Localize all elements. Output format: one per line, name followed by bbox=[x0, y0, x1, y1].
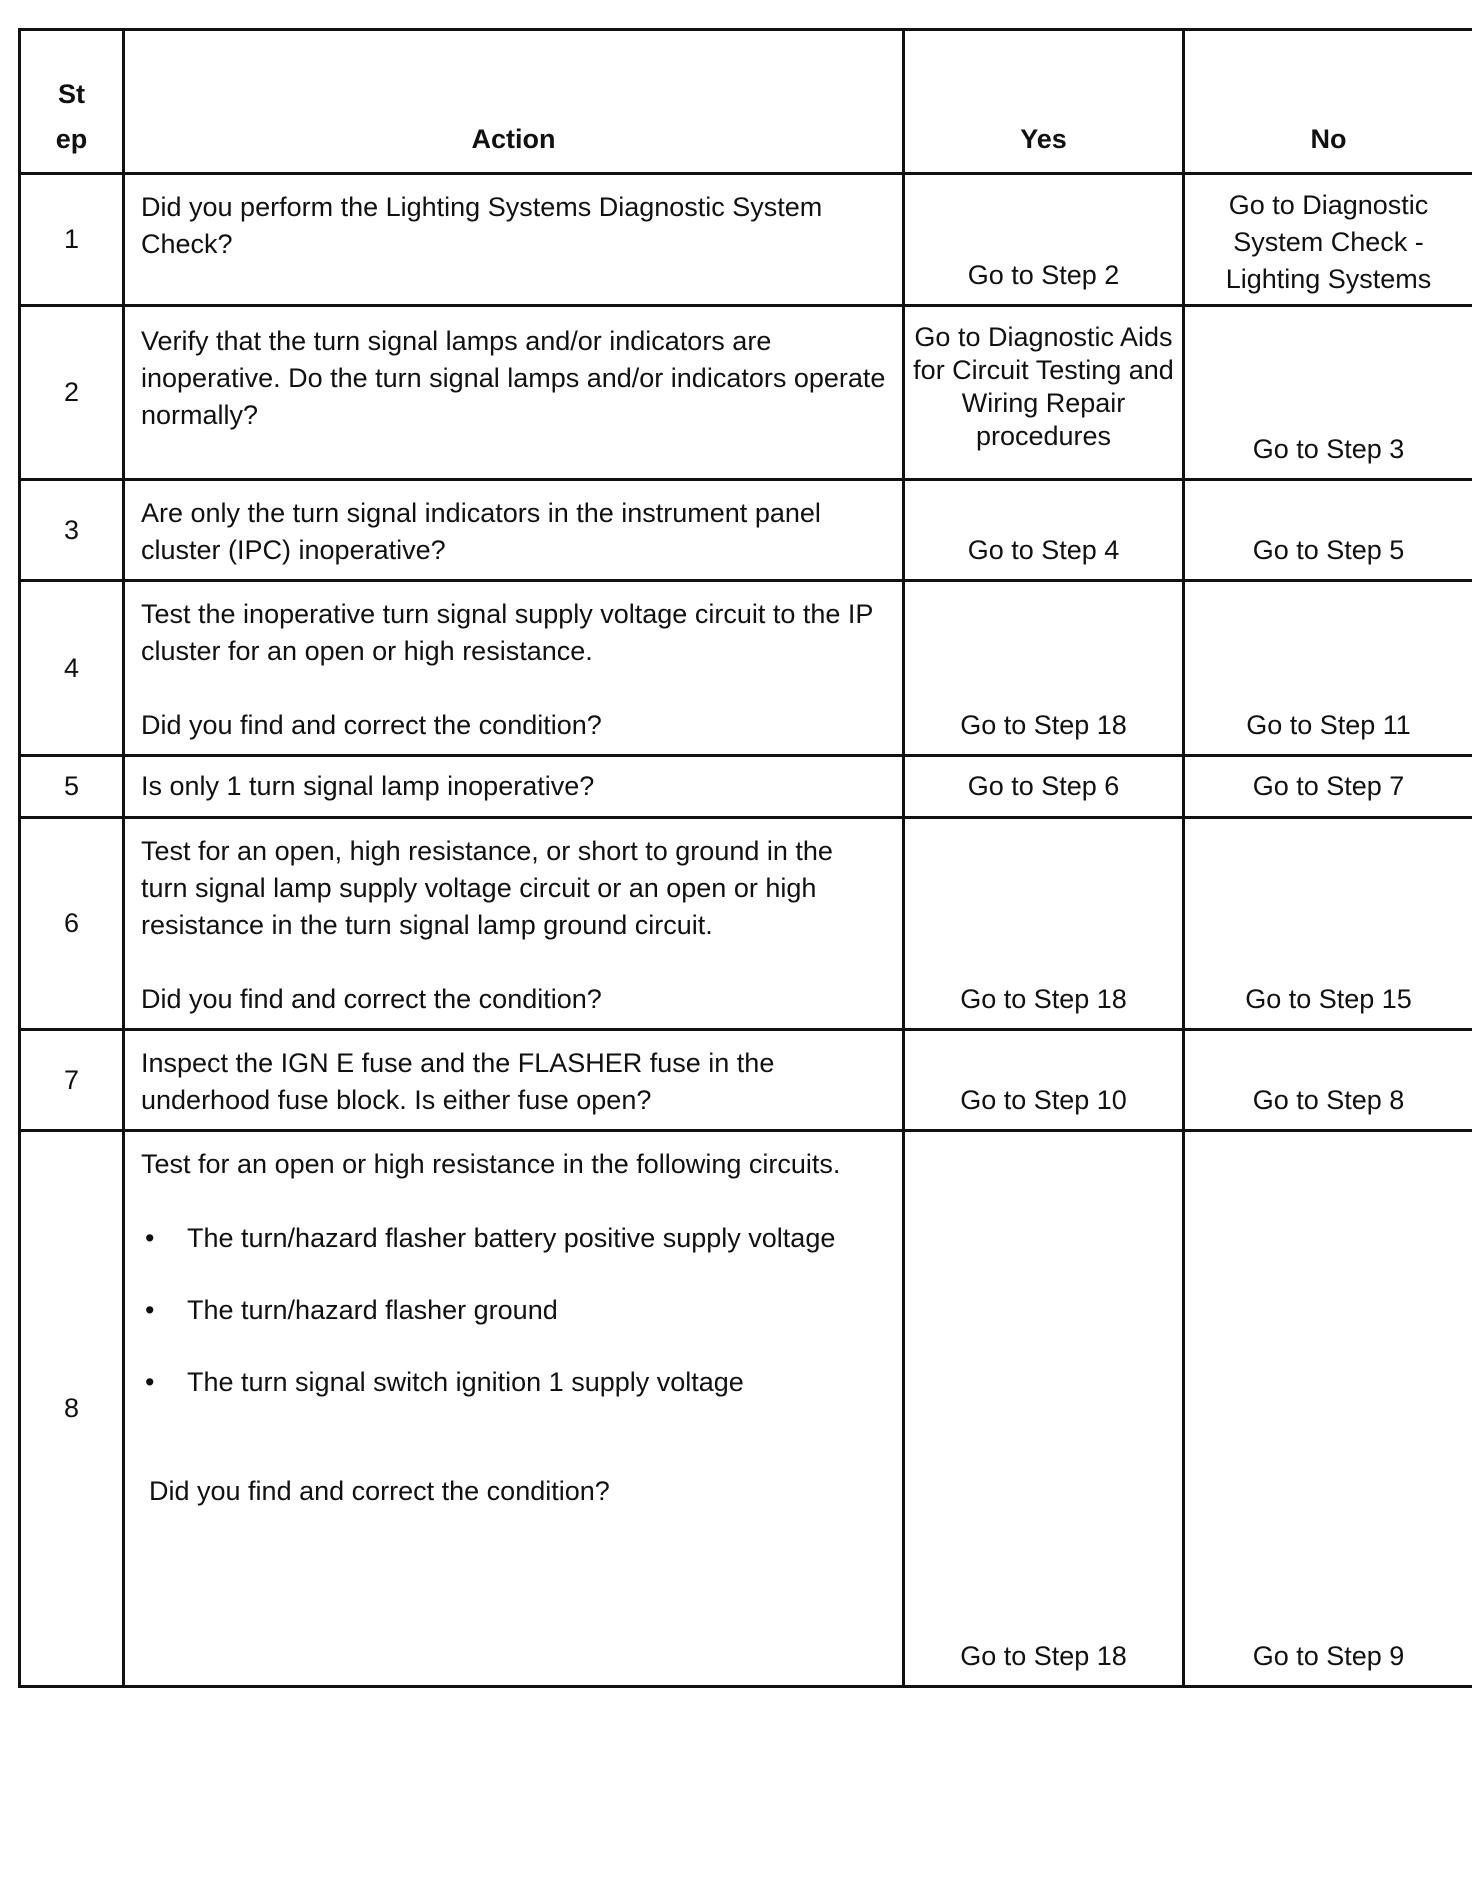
table-row bbox=[20, 1030, 1472, 1131]
yes-cell: Go to Step 4 bbox=[904, 480, 1184, 581]
action-cell bbox=[124, 1131, 904, 1687]
yes-cell: Go to Diagnostic Aids for Circuit Testing and Wiring Repair procedures bbox=[904, 306, 1184, 480]
table-row bbox=[20, 1131, 1472, 1687]
header-action: Action bbox=[124, 30, 904, 174]
action-cell bbox=[124, 818, 904, 1030]
action-cell bbox=[124, 480, 904, 581]
diagnostic-table bbox=[18, 28, 1472, 1688]
step-number: 8 bbox=[20, 1131, 124, 1687]
no-cell: Go to Step 5 bbox=[1184, 480, 1472, 581]
action-cell bbox=[124, 756, 904, 818]
yes-cell: Go to Step 6 bbox=[904, 756, 1184, 818]
bullet-icon: • bbox=[145, 1367, 155, 1397]
action-cell bbox=[124, 1030, 904, 1131]
table-row bbox=[20, 480, 1472, 581]
action-text: Test for an open or high resistance in the following circuits. bbox=[141, 1149, 841, 1179]
bullet-item bbox=[141, 1220, 886, 1257]
action-text: Are only the turn signal indicators in the instrument panel cluster (IPC) inoperative? bbox=[141, 498, 821, 565]
step-number: 3 bbox=[20, 480, 124, 581]
action-text: Did you perform the Lighting Systems Diagnostic System Check? bbox=[141, 192, 823, 259]
yes-cell: Go to Step 18 bbox=[904, 581, 1184, 756]
no-cell: Go to Step 7 bbox=[1184, 756, 1472, 818]
step-number: 6 bbox=[20, 818, 124, 1030]
step-number: 4 bbox=[20, 581, 124, 756]
step-number: 5 bbox=[20, 756, 124, 818]
step-number: 2 bbox=[20, 306, 124, 480]
yes-cell: Go to Step 18 bbox=[904, 1131, 1184, 1687]
action-question: Did you find and correct the condition? bbox=[141, 984, 602, 1014]
bullet-icon: • bbox=[145, 1295, 155, 1325]
action-text: Test for an open, high resistance, or short to ground in the turn signal lamp supply voltage circuit or an open or high resistance in the turn signal lamp ground circuit. bbox=[141, 836, 833, 940]
action-cell bbox=[124, 581, 904, 756]
table-row bbox=[20, 581, 1472, 756]
action-text: Verify that the turn signal lamps and/or indicators are inoperative. Do the turn signal lamps and/or indicators operate normally? bbox=[141, 326, 886, 430]
action-text: Is only 1 turn signal lamp inoperative? bbox=[141, 771, 595, 801]
table-row bbox=[20, 818, 1472, 1030]
action-cell bbox=[124, 306, 904, 480]
yes-cell: Go to Step 10 bbox=[904, 1030, 1184, 1131]
bullet-item bbox=[141, 1292, 886, 1329]
no-cell: Go to Diagnostic System Check - Lighting Systems bbox=[1184, 174, 1472, 306]
no-cell: Go to Step 3 bbox=[1184, 306, 1472, 480]
bullet-text: The turn signal switch ignition 1 supply voltage bbox=[187, 1367, 744, 1397]
step-number: 1 bbox=[20, 174, 124, 306]
action-text: Test the inoperative turn signal supply voltage circuit to the IP cluster for an open or high resistance. bbox=[141, 599, 873, 666]
action-text: Inspect the IGN E fuse and the FLASHER fuse in the underhood fuse block. Is either fuse open? bbox=[141, 1048, 775, 1115]
no-cell: Go to Step 15 bbox=[1184, 818, 1472, 1030]
bullet-text: The turn/hazard flasher battery positive supply voltage bbox=[187, 1223, 836, 1253]
action-question: Did you find and correct the condition? bbox=[149, 1476, 610, 1506]
action-question: Did you find and correct the condition? bbox=[141, 710, 602, 740]
step-number: 7 bbox=[20, 1030, 124, 1131]
table-row bbox=[20, 306, 1472, 480]
table-row bbox=[20, 174, 1472, 306]
table-row bbox=[20, 756, 1472, 818]
action-cell bbox=[124, 174, 904, 306]
bullet-icon: • bbox=[145, 1223, 155, 1253]
header-yes: Yes bbox=[904, 30, 1184, 174]
no-cell: Go to Step 8 bbox=[1184, 1030, 1472, 1131]
no-cell: Go to Step 11 bbox=[1184, 581, 1472, 756]
header-no: No bbox=[1184, 30, 1472, 174]
yes-cell: Go to Step 18 bbox=[904, 818, 1184, 1030]
bullet-text: The turn/hazard flasher ground bbox=[187, 1295, 558, 1325]
yes-cell: Go to Step 2 bbox=[904, 174, 1184, 306]
bullet-item bbox=[141, 1364, 886, 1401]
no-cell: Go to Step 9 bbox=[1184, 1131, 1472, 1687]
header-row bbox=[20, 30, 1472, 174]
header-step: St ep bbox=[20, 30, 124, 174]
